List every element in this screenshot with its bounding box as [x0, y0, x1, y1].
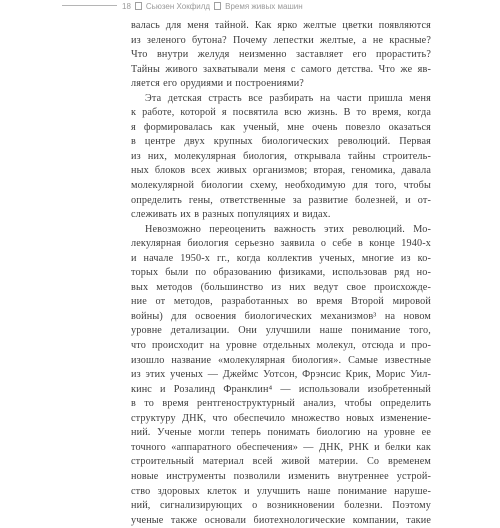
header-author: Сьюзен Хокфилд	[145, 2, 211, 11]
text-line: из них, молекулярная биология, открывала тайны строитель-	[131, 150, 431, 162]
header-book-title: Время живых машин	[225, 2, 303, 11]
text-line: из этих ученых — Джеймс Уотсон, Фрэнсис Крик, Морис Уил-	[131, 369, 431, 381]
text-line: лекулярная биология серьезно заявила о себе в конце 1940-х	[131, 238, 431, 250]
text-line: торых были по образованию физиками, использовав ряд но-	[131, 267, 431, 279]
text-line: строительный материал всей живой материи. Со временем	[131, 456, 431, 468]
text-line: ляется его орудиями и построениями?	[131, 78, 304, 90]
text-line: в то время рентгеноструктурный анализ, чтобы определить	[131, 398, 431, 410]
paragraph	[131, 223, 431, 528]
text-line: Эта детская страсть все разбирать на части пришла меня	[145, 92, 431, 104]
text-line: Что внутри желудя неизменно заставляет его прорастить?	[131, 49, 431, 61]
text-line: к работе, которой я посвятила всю жизнь. В то время, когда	[131, 107, 431, 119]
text-line: изошло название «молекулярная биология». Самые известные	[131, 354, 431, 366]
text-line: что происходит на уровне отдельных молекул, отсюда и про-	[131, 340, 431, 352]
text-line: валась для меня тайной. Как ярко желтые цветки появляются	[131, 20, 431, 31]
text-line: ученые также основали биотехнологические компании, такие	[131, 514, 431, 526]
text-line: слеживать их в разных популяциях и видах.	[131, 209, 331, 221]
text-line: я формировалась как ученый, мне очень повезло оказаться	[131, 121, 431, 133]
header-rule	[62, 5, 117, 6]
text-line: в центре двух крупных биологических революций. Первая	[131, 136, 431, 148]
body-text	[131, 19, 431, 528]
text-line: Тайны живого захватывали меня с самого детства. Что же яв-	[131, 63, 431, 75]
text-line: из зеленого бутона? Почему лепестки желтые, а не красные?	[131, 34, 431, 46]
text-line: ние от методов, разработанных во время Второй мировой	[131, 296, 431, 308]
running-header	[62, 1, 442, 13]
text-line: структуру ДНК, что обеспечило множество новых изменение-	[131, 412, 431, 424]
header-separator-icon	[214, 2, 221, 10]
text-line: Невозможно переоценить важность этих революций. Мо-	[145, 223, 431, 235]
text-line: войны) для освоения биологических механизмов³ на новом	[131, 310, 431, 322]
paragraph	[131, 19, 431, 92]
text-line: кинс и Розалинд Франклин⁴ — использовали изобретенный	[131, 383, 431, 395]
text-line: вых методов (большинство из них ведут свое происхожде-	[131, 281, 431, 293]
text-line: ство здоровых клеток и улучшить наше понимание наруше-	[131, 485, 431, 497]
text-line: ний, сигнализирующих о возникновении болезни. Поэтому	[131, 500, 431, 512]
text-line: молекулярной биологии схему, необходимую для того, чтобы	[131, 180, 431, 192]
text-line: определить гены, ответственные за развитие болезней, и от-	[131, 194, 431, 206]
text-line: ных блоков всех живых организмов; вторая, геномика, давала	[131, 165, 431, 177]
text-line: новые инструменты позволили изменить внутреннее устрой-	[131, 470, 431, 482]
text-line: уровне детализации. Они улучшили наше понимание того,	[131, 325, 431, 337]
header-separator-icon	[135, 2, 142, 10]
text-line: ний. Ученые могли теперь понимать биологию на уровне ее	[131, 427, 431, 439]
text-line: точного «аппаратного обеспечения» — ДНК, РНК и белки как	[131, 441, 431, 453]
paragraph	[131, 92, 431, 223]
text-line: и начале 1950-х гг., когда коллектив ученых, многие из ко-	[131, 252, 431, 264]
page-number: 18	[122, 2, 131, 11]
